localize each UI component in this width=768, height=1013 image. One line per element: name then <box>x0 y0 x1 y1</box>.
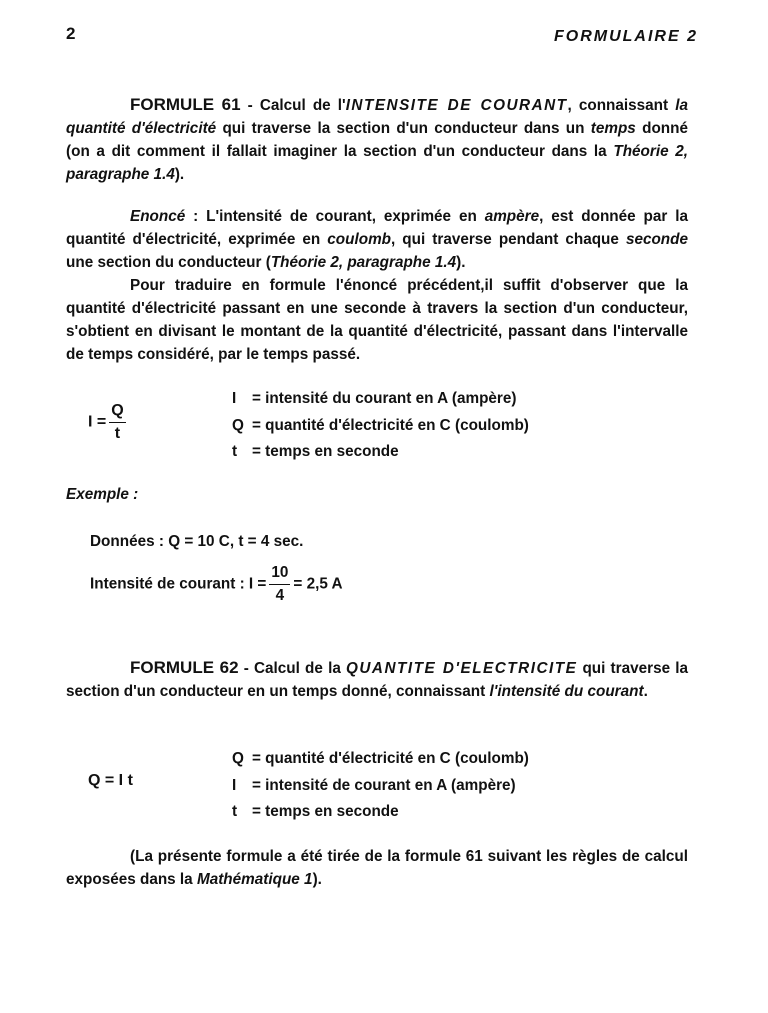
definition-row: t = temps en seconde <box>232 803 399 820</box>
example-data: Données : Q = 10 C, t = 4 sec. <box>90 533 304 550</box>
page-number: 2 <box>66 24 76 43</box>
formula-61-definitions <box>232 386 529 466</box>
example-calculation: Intensité de courant : I = $\frac{10}{4}$ = 2,5 A <box>90 562 343 607</box>
definition-row: Q = quantité d'électricité en C (coulomb) <box>232 750 529 767</box>
fraction: $\frac{10}{4}$ <box>271 564 289 604</box>
definition-row: Q = quantité d'électricité en C (coulomb) <box>232 416 529 434</box>
definition-row: I = intensité de courant en A (ampère) <box>232 776 516 794</box>
formula-61-label: FORMULE 61 <box>130 95 241 114</box>
formula-61-intro: FORMULE 61 - Calcul de l'INTENSITE DE COURANT, connaissant la quantité d'électricité qui traverse la section d'un conducteur dans un temps donné (on a dit comment il fallait imaginer la section d'un conducteur dans la Théorie 2, paragraphe 1.4). <box>66 95 688 183</box>
formula-62-intro: FORMULE 62 - Calcul de la QUANTITE D'ELECTRICITE qui traverse la section d'un conducteur en un temps donné, connaissant l'intensité du courant. <box>66 658 688 700</box>
formula-62-definitions <box>232 746 529 826</box>
formula-62-label: FORMULE 62 <box>130 658 239 677</box>
definition-row: t = temps en seconde <box>232 443 399 460</box>
statement-paragraph: Enoncé : L'intensité de courant, exprimée en ampère, est donnée par la quantité d'électricité, exprimée en coulomb, qui traverse pendant chaque seconde une section du conducteur (Théorie 2, paragraphe 1.4). <box>66 208 689 271</box>
running-title: FORMULAIRE 2 <box>554 28 698 45</box>
explanation-paragraph: Pour traduire en formule l'énoncé précédent,il suffit d'observer que la quantité d'électricité passant en une seconde à travers la section d'un conducteur, s'obtient en divisant le montant de la quantité d'électricité, passant dans l'intervalle de temps considéré, par le temps passé. <box>66 277 688 363</box>
definition-row: I = intensité du courant en A (ampère) <box>232 390 517 407</box>
example-title: Exemple : <box>66 486 139 503</box>
formula-61: I = $\frac{Q}{t}$ <box>88 400 129 445</box>
formula-62: Q = I t <box>88 772 133 789</box>
formula-62-note: (La présente formule a été tirée de la formule 61 suivant les règles de calcul exposées dans la Mathématique 1). <box>66 848 688 888</box>
fraction: $\frac{Q}{t}$ <box>111 402 124 442</box>
